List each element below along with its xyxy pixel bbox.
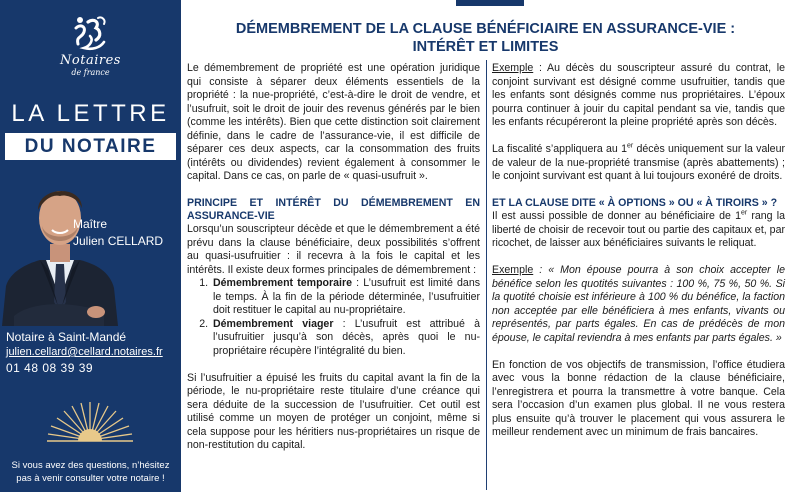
email-link[interactable]: julien.cellard@cellard.notaires.fr <box>6 346 163 358</box>
list-item <box>211 277 480 318</box>
sunburst-icon <box>45 400 135 445</box>
notary-name: Julien CELLARD <box>73 234 164 248</box>
section2-text-b: rang la liberté de choisir de recevoir tout ou partie des capitaux et, par ricochet, de laisser aux bénéficiaires suivants le reliquat. <box>492 210 785 249</box>
column-divider <box>486 60 487 490</box>
fiscal-text-a: La fiscalité s’appliquera au 1 <box>492 143 627 155</box>
article <box>181 0 788 492</box>
section1-paragraph: Lorsqu’un souscripteur décède et que le démembrement a été prévu dans la clause bénéficiaire, deux possibilités s’offrent au quasi-usufruitier : il recevra à la fois le capital et les intérêts. Il existe deux formes principales de démembrement : <box>187 223 480 276</box>
section1-paragraph-2: Si l’usufruitier a épuisé les fruits du capital avant la fin de la période, le nu-propriétaire reste titulaire d’une créance qui sera déduite de la succession de l’usufruitier. Cet outil est utilisé comme un moyen de protéger un conjoint, même si cela suppose pour les héritiers nus-propriétaires un risque de non-restitution du capital. <box>187 371 480 451</box>
notary-title: Maître <box>73 217 108 231</box>
list-item <box>211 318 480 359</box>
section2-paragraph <box>492 210 785 251</box>
example-label: Exemple <box>492 62 534 74</box>
sidebar <box>0 0 181 492</box>
fiscal-text-b: décès uniquement sur la valeur de valeur de la nue-propriété transmise (après abattements) ; le conjoint survivant est quant à lui toujours exonéré de droits. <box>492 143 785 182</box>
article-title-line2: INTÉRÊT ET LIMITES <box>412 39 559 55</box>
top-accent-bar <box>456 0 524 6</box>
article-title-line1: DÉMEMBREMENT DE LA CLAUSE BÉNÉFICIAIRE EN ASSURANCE-VIE : <box>235 21 736 37</box>
newsletter-title: LA LETTRE <box>11 100 170 127</box>
dismemberment-list <box>211 277 480 358</box>
footer-note: Si vous avez des questions, n’hésitez pas à venir consulter votre notaire ! <box>11 460 170 484</box>
list-item-term: Démembrement viager <box>213 317 334 330</box>
example2-text: : « Mon épouse pourra à son choix accepter le bénéfice selon les quotités suivantes : 100 %, 75 %, 50 %. Si la quotité choisie est inférieure à 100 % du bénéfice, la faction non acceptée par elle bénéficiera à mes enfants, vivants ou représentés, par parts égales. En cas de prédécès de mon épouse, le capital reviendra à mes enfants par parts égales. » <box>492 264 785 344</box>
section2-sup: er <box>740 209 748 217</box>
brand-name: Notaires <box>60 53 121 68</box>
section1-heading: PRINCIPE ET INTÉRÊT DU DÉMEMBREMENT EN ASSURANCE-VIE <box>187 197 480 222</box>
office-location: Notaire à Saint-Mandé <box>6 330 127 344</box>
example-label: Exemple <box>492 264 534 276</box>
newsletter-title-banner: DU NOTAIRE <box>5 133 176 160</box>
left-column <box>187 62 480 490</box>
section2-heading: ET LA CLAUSE DITE « À OPTIONS » OU « À TIROIRS » ? <box>492 197 778 209</box>
article-title <box>199 20 772 56</box>
example1-paragraph <box>492 62 785 130</box>
fiscal-sup: er <box>626 142 634 150</box>
example1-text: : Au décès du souscripteur assuré du contrat, le conjoint survivant est désigné comme usufruitier, tandis que les enfants sont désignés comme nus propriétaires. L’époux pourra continuer à jouir du capital pendant sa vie, tandis que les enfants récupéreront la pleine propriété après son décès. <box>492 62 785 128</box>
fiscal-paragraph <box>492 143 785 184</box>
list-item-term: Démembrement temporaire <box>213 277 352 289</box>
right-column <box>492 62 785 490</box>
brand-subtitle: de france <box>71 68 110 77</box>
list-item-text: : L’usufruit est attribué à l’usufruitier jusqu’à son décès, après quoi le nu-propriétaire récupère l’intégralité du bien. <box>213 317 480 357</box>
example2-paragraph <box>492 264 785 345</box>
intro-paragraph: Le démembrement de propriété est une opération juridique qui consiste à séparer deux éléments essentiels de la propriété : la nue-propriété, c’est-à-dire le droit de vendre, et l’usufruit, soit le droit de jouir des revenus générés par le bien (comme les intérêts). Bien que cette distinction soit clairement définie, dans le cadre de l’assurance-vie, il est difficile de séparer ces deux aspects, car la consommation des fruits (intérêts ou dividendes) revient également à consommer le capital. Dans ce cas, on parle de « quasi-usufruit ». <box>187 62 480 182</box>
section2-text-a: Il est aussi possible de donner au bénéficiaire de 1 <box>492 210 741 222</box>
phone-number: 01 48 08 39 39 <box>6 361 94 375</box>
closing-paragraph: En fonction de vos objectifs de transmission, l’office étudiera avec vous la bonne rédaction de la clause bénéficiaire, l’enregistrera et pourra la transmettre à votre banque. Cela sera l’occasion d’un examen plus global. Il ne vous restera plus ensuite qu’à trouver le placement qui vous assurera le meilleur rendement avec un minimum de frais bancaires. <box>492 358 785 438</box>
list-item-text: : L’usufruit est limité dans le temps. À la fin de la période déterminée, l’usufruitier doit restituer le capital au nu-propriétaire. <box>213 277 481 316</box>
notaires-de-france-logo-icon <box>70 14 112 54</box>
